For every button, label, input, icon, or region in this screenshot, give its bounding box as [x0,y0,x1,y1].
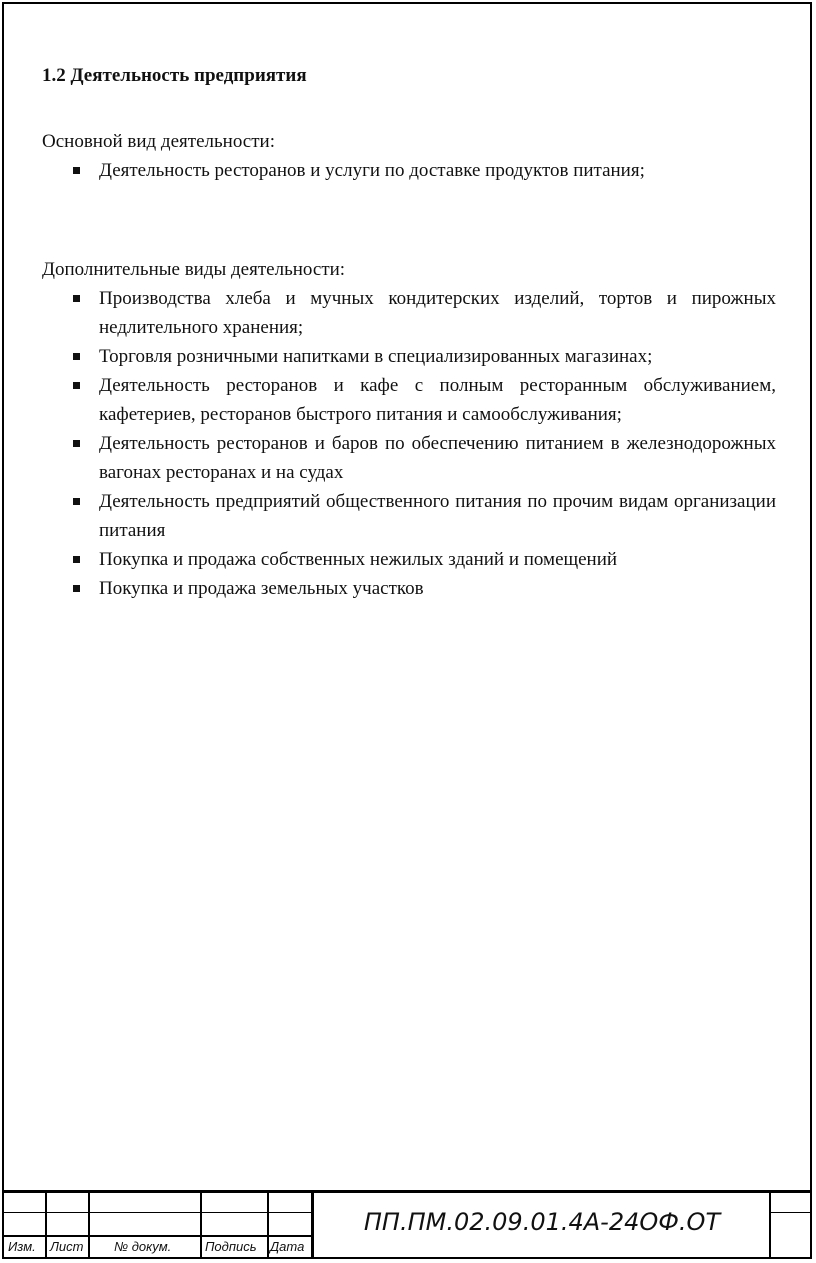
main-activity-list [42,156,776,185]
bullet-icon [73,585,80,592]
extra-activity-list [42,284,776,603]
list-item: Деятельность ресторанов и кафе с полным ресторанным обслуживанием, кафетериев, ресторанов быстрого питания и самообслуживания; [42,371,776,429]
list-item: Производства хлеба и мучных кондитерских изделий, тортов и пирожных недлительного хранения; [42,284,776,342]
title-block-stamp [2,1190,812,1259]
document-body [42,62,776,603]
bullet-icon [73,353,80,360]
list-item: Деятельность предприятий общественного питания по прочим видам организации питания [42,487,776,545]
list-item: Торговля розничными напитками в специализированных магазинах; [42,342,776,371]
extra-activity-label: Дополнительные виды деятельности: [42,259,346,280]
section-heading: 1.2 Деятельность предприятия [42,65,307,86]
stamp-label-izm: Изм. [8,1239,36,1254]
stamp-label-dokum: № докум. [114,1239,172,1254]
bullet-icon [73,498,80,505]
bullet-icon [73,295,80,302]
bullet-icon [73,167,80,174]
list-item: Покупка и продажа земельных участков [42,574,776,603]
bullet-icon [73,382,80,389]
list-item: Деятельность ресторанов и баров по обеспечению питанием в железнодорожных вагонах ресторанах и на судах [42,429,776,487]
bullet-icon [73,556,80,563]
document-code: ПП.ПМ.02.09.01.4А-24ОФ.ОТ [363,1208,721,1236]
list-item: Деятельность ресторанов и услуги по доставке продуктов питания; [42,156,776,185]
list-item: Покупка и продажа собственных нежилых зданий и помещений [42,545,776,574]
stamp-label-data: Дата [270,1239,305,1254]
stamp-label-podpis: Подпись [205,1239,257,1254]
stamp-label-list: Лист [50,1239,84,1254]
bullet-icon [73,440,80,447]
main-activity-label: Основной вид деятельности: [42,131,275,152]
